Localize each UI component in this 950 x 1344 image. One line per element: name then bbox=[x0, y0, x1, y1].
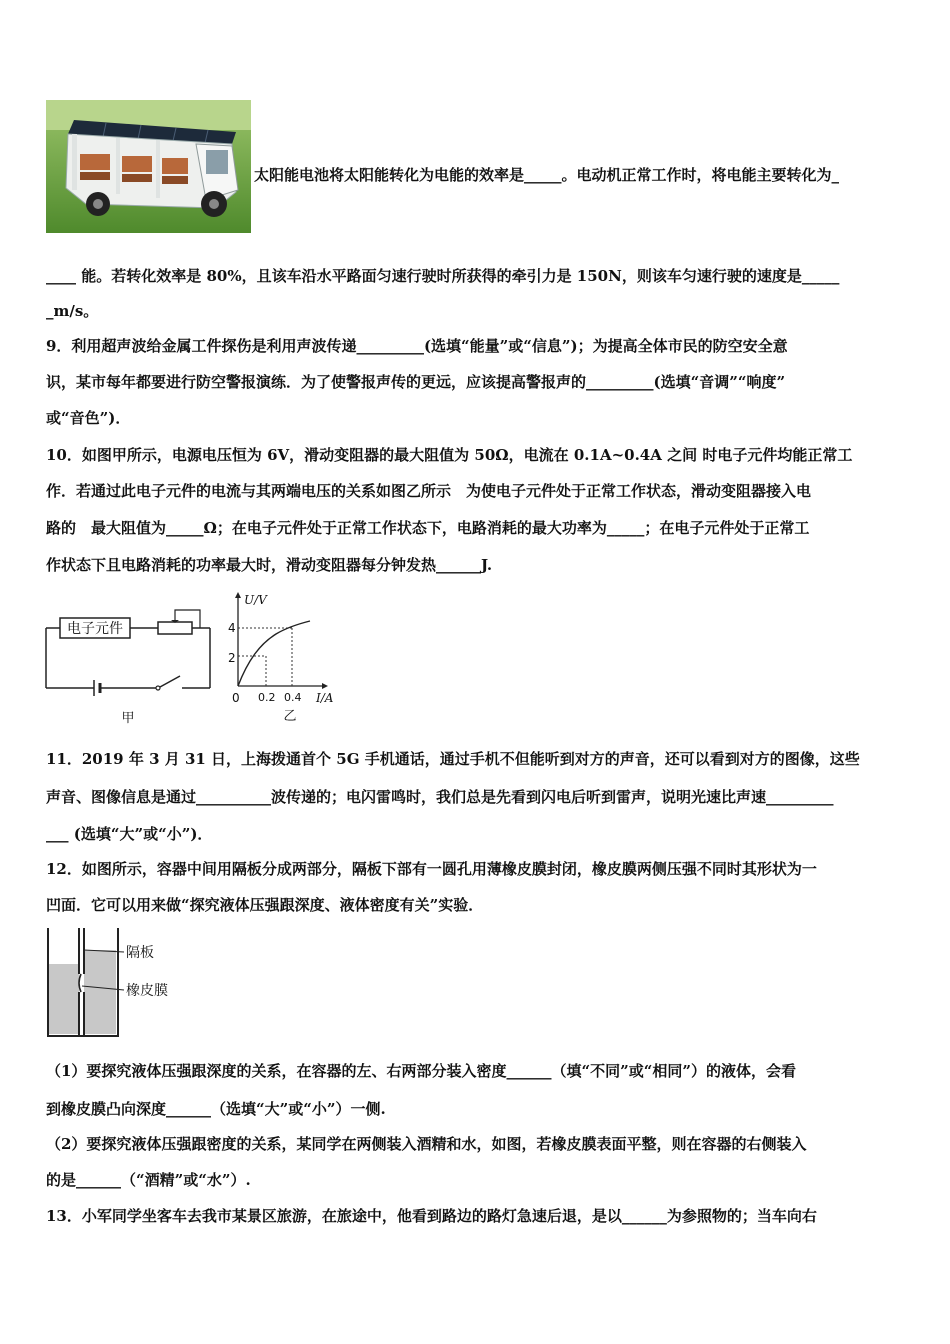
q11-line-3: ___ (选填“大”或“小”)． bbox=[46, 825, 213, 843]
q12-line-1: 12．如图所示，容器中间用隔板分成两部分，隔板下部有一圆孔用薄橡皮膜封闭，橡皮膜两侧压强不同时其形状为一 bbox=[46, 860, 817, 878]
q12-part2-line-2: 的是______（“酒精”或“水”）. bbox=[46, 1171, 251, 1189]
x-axis-label: I/A bbox=[316, 691, 334, 705]
q11-line-1: 11．2019 年 3 月 31 日，上海拨通首个 5G 手机通话，通过手机不但能听到对方的声音，还可以看到对方的图像，这些 bbox=[46, 750, 860, 768]
q12-part1-line-1: （1）要探究液体压强跟深度的关系，在容器的左、右两部分装入密度______（填“不同”或“相同”）的液体，会看 bbox=[46, 1062, 796, 1080]
rheostat bbox=[158, 622, 192, 634]
q11-line-2: 声音、图像信息是通过__________波传递的；电闪雷鸣时，我们总是先看到闪电后听到雷声，说明光速比声速_________ bbox=[46, 788, 834, 806]
container-diagram bbox=[44, 926, 184, 1045]
membrane bbox=[79, 974, 81, 992]
y-tick-4: 4 bbox=[228, 621, 236, 635]
q8-line-1: 太阳能电池将太阳能转化为电能的效率是_____。电动机正常工作时，将电能主要转化为_ bbox=[254, 166, 840, 184]
y-axis-label: U/V bbox=[244, 593, 267, 607]
solar-cart-photo bbox=[46, 100, 251, 233]
q12-part2-line-1: （2）要探究液体压强跟密度的关系，某同学在两侧装入酒精和水，如图，若橡皮膜表面平整，则在容器的右侧装入 bbox=[46, 1135, 807, 1153]
component-label: 电子元件 bbox=[67, 621, 123, 637]
x-tick-0-4: 0.4 bbox=[284, 691, 302, 704]
q9-line-1: 9．利用超声波给金属工件探伤是利用声波传递_________(选填“能量”或“信息”)；为提高全体市民的防空安全意 bbox=[46, 337, 788, 355]
q10-line-4: 作状态下且电路消耗的功率最大时，滑动变阻器每分钟发热______J. bbox=[46, 556, 493, 574]
circuit-diagram bbox=[42, 592, 217, 731]
q9-line-3: 或“音色”)． bbox=[46, 409, 131, 427]
q13-line-1: 13．小军同学坐客车去我市某景区旅游，在旅途中，他看到路边的路灯急速后退，是以______为参照物的；当车向右 bbox=[46, 1207, 817, 1225]
q9-line-2: 识，某市每年都要进行防空警报演练．为了使警报声传的更远，应该提高警报声的_________(选填“音调”“响度” bbox=[46, 373, 786, 391]
q12-line-2: 凹面．它可以用来做“探究液体压强跟深度、液体密度有关”实验． bbox=[46, 896, 484, 914]
q10-line-2: 作．若通过此电子元件的电流与其两端电压的关系如图乙所示 为使电子元件处于正常工作状态，滑动变阻器接入电 bbox=[46, 482, 812, 500]
circuit-caption: 甲 bbox=[121, 711, 135, 726]
switch bbox=[156, 686, 160, 690]
y-tick-2: 2 bbox=[228, 651, 236, 665]
label-membrane: 橡皮膜 bbox=[126, 983, 168, 999]
origin-label: 0 bbox=[232, 691, 240, 705]
q10-line-1: 10．如图甲所示，电源电压恒为 6V，滑动变阻器的最大阻值为 50Ω，电流在 0.1A~0.4A 之间 时电子元件均能正常工 bbox=[46, 446, 853, 464]
graph-caption: 乙 bbox=[283, 709, 297, 724]
right-liquid bbox=[84, 950, 116, 1034]
x-tick-0-2: 0.2 bbox=[258, 691, 276, 704]
q10-line-3: 路的 最大阻值为_____Ω；在电子元件处于正常工作状态下，电路消耗的最大功率为_____；在电子元件处于正常工 bbox=[46, 519, 810, 537]
q8-line-3: _m/s。 bbox=[46, 302, 99, 320]
u-i-curve bbox=[238, 621, 310, 686]
ui-graph bbox=[224, 590, 354, 729]
label-partition: 隔板 bbox=[126, 945, 154, 961]
q8-line-2: ____ 能。若转化效率是 80%，且该车沿水平路面匀速行驶时所获得的牵引力是 150N，则该车匀速行驶的速度是_____ bbox=[46, 267, 840, 285]
left-liquid bbox=[49, 964, 79, 1034]
q12-part1-line-2: 到橡皮膜凸向深度______（选填“大”或“小”）一侧. bbox=[46, 1100, 386, 1118]
